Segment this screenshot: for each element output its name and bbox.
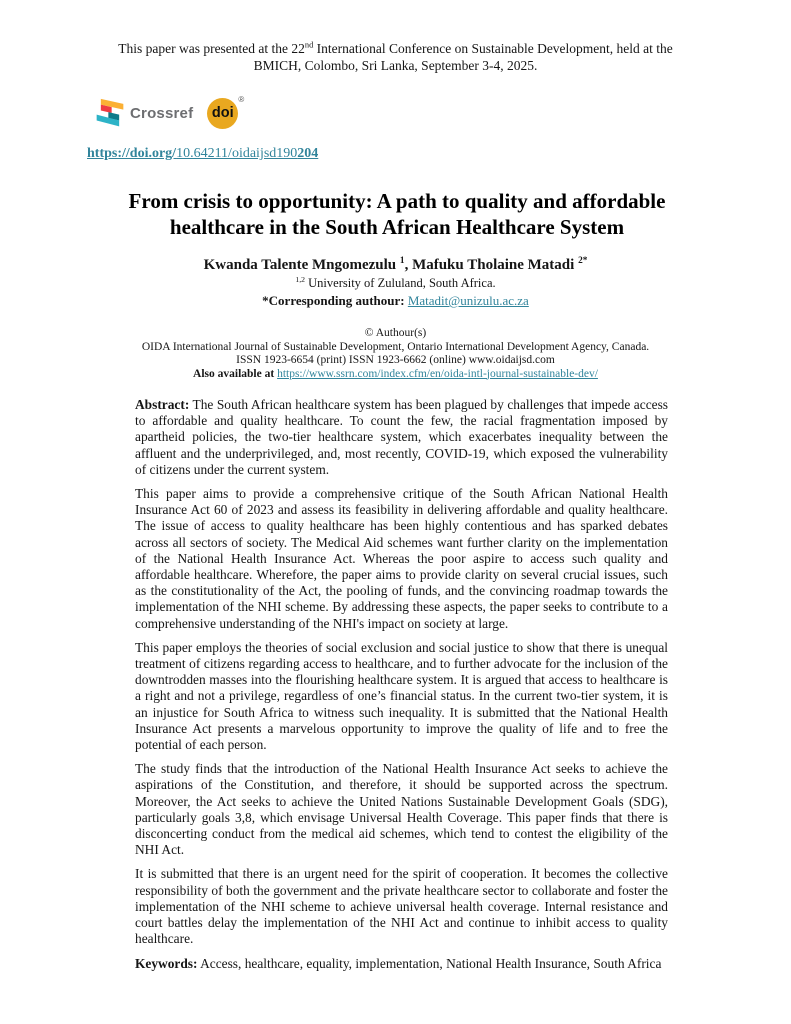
author-2-name: Mafuku Tholaine Matadi xyxy=(412,257,579,273)
keywords-text: Access, healthcare, equality, implementation, National Health Insurance, South Africa xyxy=(197,955,662,971)
doi-link-prefix: https://doi.org/ xyxy=(87,146,177,161)
corresponding-label: *Corresponding authour: xyxy=(262,293,408,308)
abstract-paragraph-3: This paper employs the theories of social exclusion and social justice to show that there is unequal treatment of citizens regarding access to healthcare, and to further advocate for the inclusion of the downtrodden masses into the flourishing healthcare system. It is argued that access to healthcare is a right and not a privilege, regardless of one’s financial status. In the current two-tier system, it is an injustice for South Africa to witness such inequality. It is submitted that the National Health Insurance Act presents a marvelous opportunity to improve the quality of life and to free the potential of each person. xyxy=(135,639,668,753)
crossref-logo xyxy=(95,97,193,129)
ssrn-link[interactable]: https://www.ssrn.com/index.cfm/en/oida-intl-journal-sustainable-dev/ xyxy=(277,367,598,380)
logo-row xyxy=(87,96,704,130)
copyright-line: © Authour(s) xyxy=(364,327,427,339)
corresponding-author-line xyxy=(87,293,704,309)
doi-logo-icon xyxy=(207,94,245,129)
abstract-paragraph-5: It is submitted that there is an urgent need for the spirit of cooperation. It becomes the collective responsibility of both the government and the private healthcare sector to collaborate and foster the implementation of the NHI scheme to achieve universal health coverage. Internal resistance and court battles delay the implementation of the NHI Act and continue to inhibit access to quality healthcare. xyxy=(135,866,668,947)
doi-link-middle: 10.64211/oidaijsd190 xyxy=(176,146,298,161)
journal-line: OIDA International Journal of Sustainable Development, Ontario International Development Agency, Canada. xyxy=(141,340,650,353)
abstract-label: Abstract: xyxy=(135,397,190,412)
affiliation-line xyxy=(87,276,704,291)
conference-note-text-rest: International Conference on Sustainable Development, held at the BMICH, Colombo, Sri Lanka, September 3-4, 2025. xyxy=(253,41,673,73)
availability-label: Also available at xyxy=(193,367,278,380)
corresponding-email-link[interactable]: Matadit@unizulu.ac.za xyxy=(407,293,529,308)
conference-note-ordinal: nd xyxy=(304,40,314,50)
crossref-flag-icon xyxy=(95,97,125,129)
affiliation-text: University of Zululand, South Africa. xyxy=(305,276,496,290)
availability-line xyxy=(87,368,704,382)
author-1-affil-mark: 1 xyxy=(399,256,405,266)
keywords-label: Keywords: xyxy=(135,955,198,971)
abstract-paragraph-4: The study finds that the introduction of the National Health Insurance Act seeks to achieve the aspirations of the Constitution, and therefore, it should be supported across the spectrum. Moreover, the Act seeks to achieve the United Nations Sustainable Development Goals (SDG), particularly goals 3,8, which envisage Universal Health Coverage. This paper finds that there is disconcerting conduct from the medical aid schemes, which tend to contest the eligibility of the NHI Act. xyxy=(135,761,668,858)
abstract-p1-text: The South African healthcare system has been plagued by challenges that impede access to affordable and quality healthcare. To count the few, the racial fragmentation imposed by apartheid policies, the two-tier healthcare system, which exacerbates inequality between the affluent and the underprivileged, and, most recently, COVID-19, which exposed the vulnerability of citizens under the current system. xyxy=(135,397,668,477)
doi-link-suffix: 204 xyxy=(297,146,319,161)
affiliation-marks: 1,2 xyxy=(295,274,306,284)
crossref-wordmark: Crossref xyxy=(130,104,194,122)
conference-note-text: This paper was presented at the 22 xyxy=(118,41,305,56)
doi-link[interactable] xyxy=(87,146,318,161)
keywords-line xyxy=(135,956,668,972)
abstract-paragraph-1 xyxy=(135,397,668,478)
page-title: From crisis to opportunity: A path to quality and affordable healthcare in the South African Healthcare System xyxy=(128,189,666,239)
abstract-section xyxy=(135,397,668,972)
doi-line xyxy=(87,146,704,162)
conference-note xyxy=(110,40,682,74)
authors-line xyxy=(87,257,704,274)
doi-registered-mark: ® xyxy=(238,94,245,104)
author-1-name: Kwanda Talente Mngomezulu xyxy=(203,257,400,273)
imprint-block xyxy=(87,327,704,381)
abstract-paragraph-2: This paper aims to provide a comprehensive critique of the South African National Health Insurance Act 60 of 2023 and assess its feasibility in delivering affordable and quality healthcare. The issue of access to quality healthcare has been highly contentious and has sparked debates across all sectors of society. The Medical Aid schemes want further clarity on the implementation of the National Health Insurance Act. Whereas the poor aspire to access such quality and affordable healthcare. Wherefore, the paper aims to provide clarity on several crucial issues, such as the constitutionality of the Act, the pooling of funds, and the convincing roadmap towards the implementation of the NHI scheme. By addressing these aspects, the paper seeks to contribute to a comprehensive understanding of the NHI's impact on society at large. xyxy=(135,486,668,631)
authors-separator: , xyxy=(404,257,413,273)
doi-logo-text: doi xyxy=(211,105,234,121)
issn-line: ISSN 1923-6654 (print) ISSN 1923-6662 (online) www.oidaijsd.com xyxy=(236,354,555,366)
author-2-affil-mark: 2* xyxy=(578,256,588,266)
